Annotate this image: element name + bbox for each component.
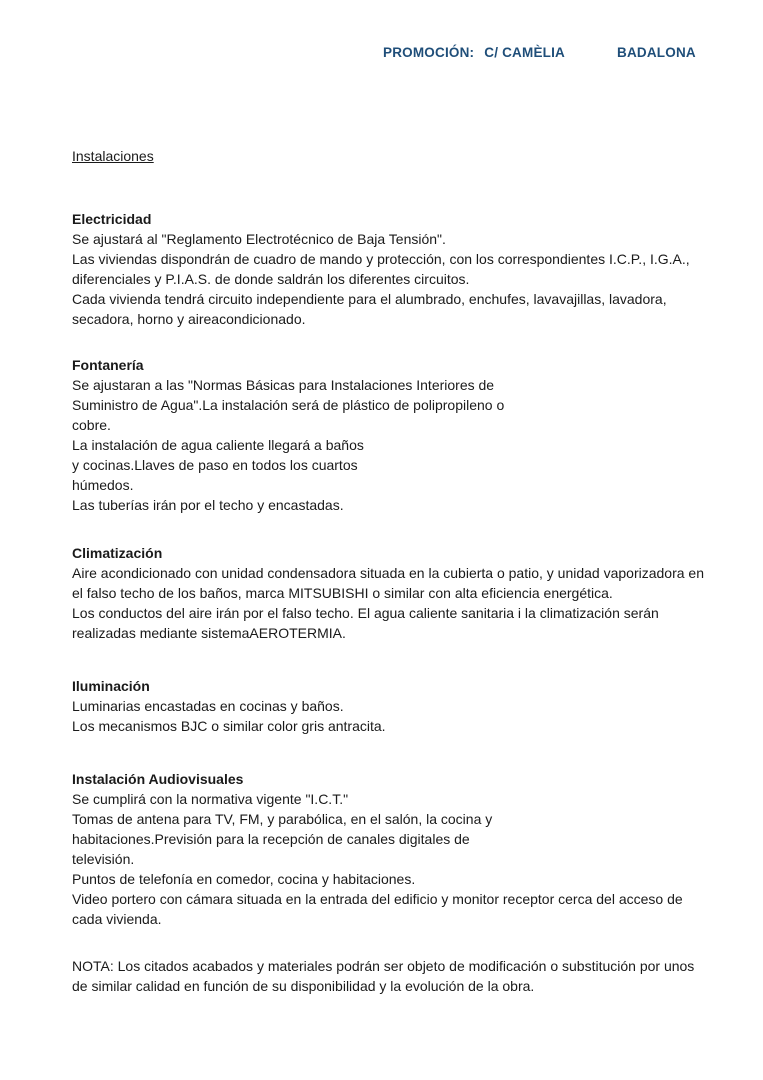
section-heading: Fontanería [72, 357, 144, 373]
paragraph-line: Se ajustaran a las "Normas Básicas para Instalaciones Interiores de [72, 377, 495, 393]
paragraph-line: cada vivienda. [72, 911, 162, 927]
city-label: BADALONA [617, 45, 696, 60]
paragraph-line: y cocinas.Llaves de paso en todos los cuartos [72, 457, 358, 473]
page-title: Instalaciones [72, 148, 154, 164]
paragraph [72, 696, 692, 736]
paragraph-line: habitaciones.Previsión para la recepción de canales digitales de [72, 831, 470, 847]
note-line: NOTA: Los citados acabados y materiales podrán ser objeto de modificación o substitución por unos [72, 958, 695, 974]
document-body [72, 146, 705, 996]
paragraph [72, 563, 705, 643]
paragraph-line: Suministro de Agua".La instalación será de plástico de polipropileno o [72, 397, 505, 413]
section-heading: Electricidad [72, 211, 152, 227]
paragraph-line: Se cumplirá con la normativa vigente "I.C.T." [72, 791, 349, 807]
section [72, 355, 692, 515]
section-heading: Instalación Audiovisuales [72, 771, 244, 787]
paragraph [72, 789, 692, 929]
section [72, 769, 692, 929]
paragraph-line: Aire acondicionado con unidad condensadora situada en la cubierta o patio, y unidad vaporizadora en [72, 565, 705, 581]
paragraph-line: cobre. [72, 417, 111, 433]
paragraph [72, 375, 692, 515]
section-heading: Climatización [72, 545, 163, 561]
paragraph-line: Cada vivienda tendrá circuito independiente para el alumbrado, enchufes, lavavajillas, lavadora, [72, 291, 667, 307]
paragraph-line: húmedos. [72, 477, 134, 493]
paragraph-line: televisión. [72, 851, 135, 867]
promotion-label: PROMOCIÓN: [383, 45, 475, 60]
paragraph-line: Video portero con cámara situada en la entrada del edificio y monitor receptor cerca del acceso de [72, 891, 683, 907]
paragraph-line: Las tuberías irán por el techo y encastadas. [72, 497, 344, 513]
page-header [383, 45, 696, 60]
paragraph-line: el falso techo de los baños, marca MITSUBISHI o similar con alta eficiencia energética. [72, 585, 613, 601]
note-paragraph [72, 956, 695, 996]
promotion-value: C/ CAMÈLIA [484, 45, 565, 60]
paragraph-line: secadora, horno y aireacondicionado. [72, 311, 306, 327]
paragraph-line: realizadas mediante sistemaAEROTERMIA. [72, 625, 346, 641]
paragraph-line: Los conductos del aire irán por el falso techo. El agua caliente sanitaria i la climatización serán [72, 605, 659, 621]
sections-container [72, 209, 705, 929]
section [72, 676, 692, 736]
paragraph-line: Luminarias encastadas en cocinas y baños. [72, 698, 344, 714]
paragraph [72, 229, 692, 329]
paragraph-line: Puntos de telefonía en comedor, cocina y habitaciones. [72, 871, 416, 887]
section [72, 209, 692, 329]
paragraph-line: Los mecanismos BJC o similar color gris antracita. [72, 718, 386, 734]
paragraph-line: La instalación de agua caliente llegará a baños [72, 437, 364, 453]
section-heading: Iluminación [72, 678, 150, 694]
note-line: de similar calidad en función de su disponibilidad y la evolución de la obra. [72, 978, 535, 994]
section [72, 543, 705, 643]
paragraph-line: Tomas de antena para TV, FM, y parabólica, en el salón, la cocina y [72, 811, 493, 827]
paragraph-line: Se ajustará al "Reglamento Electrotécnico de Baja Tensión". [72, 231, 446, 247]
paragraph-line: Las viviendas dispondrán de cuadro de mando y protección, con los correspondientes I.C.P., I.G.A., [72, 251, 690, 267]
paragraph-line: diferenciales y P.I.A.S. de donde saldrán los diferentes circuitos. [72, 271, 470, 287]
